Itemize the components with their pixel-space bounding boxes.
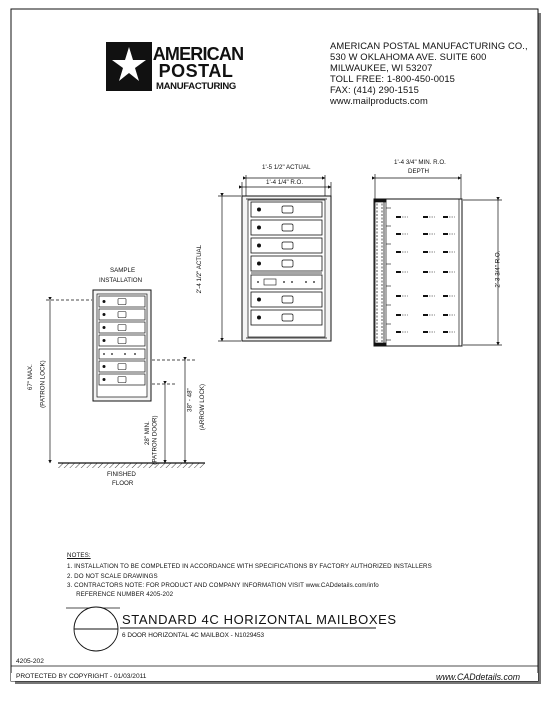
panel-screw [305,281,307,283]
sample-id-plate [118,338,126,344]
door-id-plate [282,296,293,303]
door-lock [257,208,261,212]
sample-door-lock [103,313,106,316]
sample-label-2: INSTALLATION [99,277,143,284]
sample-id-plate [118,364,126,370]
note-3: 3. CONTRACTORS NOTE: FOR PRODUCT AND COMPANY INFORMATION VISIT www.CADdetails.com/info [67,582,379,589]
panel-screw [313,281,315,283]
side-fastener [423,251,428,253]
side-fastener [443,271,448,273]
max-height-label-1: 67" MAX. [26,364,34,391]
sample-id-plate [118,377,126,383]
side-fastener [423,216,428,218]
min-height-label-1: 28" MIN. [143,421,151,446]
door-id-plate [282,260,293,267]
side-depth-label: DEPTH [408,168,429,175]
max-height-label-2: (PATRON LOCK) [39,360,47,408]
sample-door-lock [103,300,106,303]
side-fastener [423,271,428,273]
side-fastener [423,295,428,297]
sample-panel-screw [134,353,136,355]
sample-panel [99,349,145,359]
side-fastener [443,331,448,333]
front-width-actual: 1'-5 1/2" ACTUAL [262,164,311,171]
side-fastener [396,233,401,235]
side-depth-ro: 1'-4 3/4" MIN. R.O. [394,159,446,166]
drawing-subtitle: 6 DOOR HORIZONTAL 4C MAILBOX - N1029453 [122,632,265,639]
company-address-2: MILWAUKEE, WI 53207 [330,62,433,73]
sample-doors [99,296,145,385]
side-fastener [443,233,448,235]
side-fastener [396,251,401,253]
door-lock [257,244,261,248]
side-fastener [396,314,401,316]
panel-screw [283,281,285,283]
side-fastener [443,251,448,253]
min-height-label-2: (PATRON DOOR) [151,415,159,465]
reference-number: 4205-202 [16,658,44,665]
side-fastener [443,295,448,297]
company-toll-free: TOLL FREE: 1-800-450-0015 [330,73,455,84]
side-fastener [396,331,401,333]
panel-screw [291,281,293,283]
door-lock [257,262,261,266]
sample-panel-screw [124,353,126,355]
outgoing-slot [264,279,276,285]
outgoing-mail-panel [251,275,322,289]
front-width-ro: 1'-4 1/4" R.O. [266,179,304,186]
door-id-plate [282,314,293,321]
side-fastener [443,314,448,316]
floor-label-2: FLOOR [112,480,134,487]
side-fastener [396,295,401,297]
front-doors [251,202,322,325]
arrow-lock-label-1: 38" - 48" [186,388,194,412]
side-fastener [423,314,428,316]
door-lock [257,298,261,302]
sample-door-lock [103,326,106,329]
logo-line-3: MANUFACTURING [155,81,237,92]
note-2: 2. DO NOT SCALE DRAWINGS [67,573,158,580]
copyright-notice: PROTECTED BY COPYRIGHT - 01/03/2011 [16,673,147,680]
floor-label-1: FINISHED [107,471,136,478]
door-id-plate [282,224,293,231]
sample-door-lock [103,378,106,381]
sample-panel-screw [111,353,113,355]
notes-heading: NOTES: [67,552,91,559]
sample-id-plate [118,325,126,331]
door-lock [257,316,261,320]
side-fastener [443,216,448,218]
door-lock [257,226,261,230]
company-logo [106,42,244,92]
sample-id-plate [118,312,126,318]
sample-door-lock [103,339,106,342]
company-name: AMERICAN POSTAL MANUFACTURING CO., [330,40,528,51]
door-id-plate [282,242,293,249]
arrow-lock-label-2: (ARROW LOCK) [199,383,207,431]
company-fax: FAX: (414) 290-1515 [330,84,419,95]
logo-line-2: POSTAL [158,61,234,81]
caddetails-brand-link[interactable]: www.CADdetails.com [436,672,521,682]
side-fastener [423,233,428,235]
note-4: REFERENCE NUMBER 4205-202 [67,591,174,598]
company-address-1: 530 W OKLAHOMA AVE. SUITE 600 [330,51,487,62]
side-fastener [423,331,428,333]
sample-door-lock [103,365,106,368]
door-id-plate [282,206,293,213]
sample-label-1: SAMPLE [110,267,136,274]
sample-panel-screw [103,353,105,355]
logo-line-1: AMERICAN [152,44,244,64]
side-fastener [396,271,401,273]
side-fastener [396,216,401,218]
front-height-actual: 2'-4 1/2" ACTUAL [196,244,204,294]
sample-id-plate [118,299,126,305]
drawing-title: STANDARD 4C HORIZONTAL MAILBOXES [122,612,397,627]
note-1: 1. INSTALLATION TO BE COMPLETED IN ACCORDANCE WITH SPECIFICATIONS BY FACTORY AUTHORIZED INSTALLERS [67,563,432,570]
company-website: www.mailproducts.com [330,95,428,106]
side-height-ro: 2'-3 3/4" R.O. [494,250,502,288]
panel-screw [257,281,259,283]
